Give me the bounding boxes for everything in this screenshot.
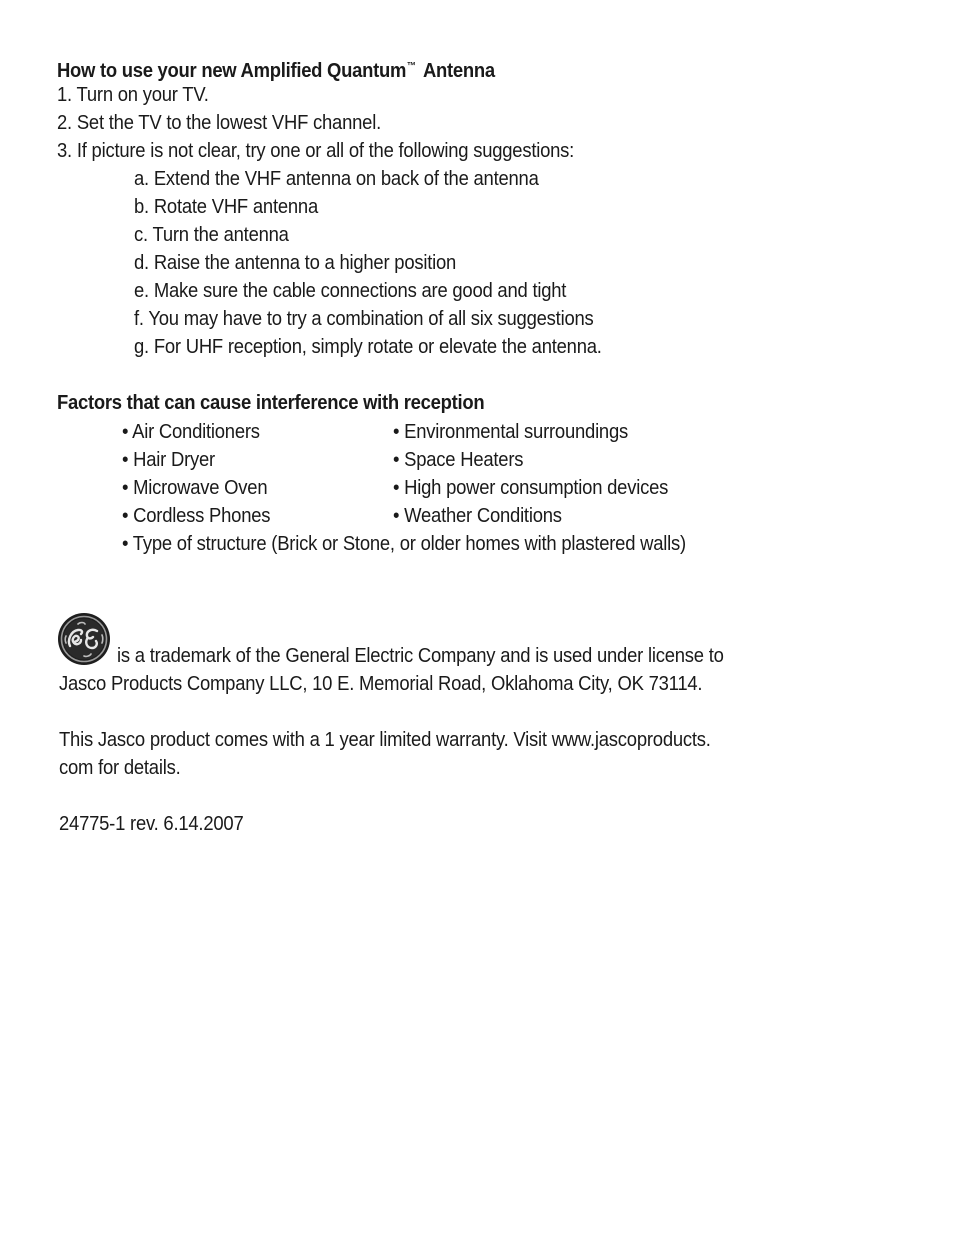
warranty-line-1: This Jasco product comes with a 1 year limited warranty. Visit www.jascoproducts.: [59, 728, 711, 751]
heading-suffix: Antenna: [422, 59, 495, 82]
trademark-symbol: ™: [407, 61, 416, 72]
interference-item-left-1: • Air Conditioners: [122, 420, 260, 443]
interference-item-right-1: • Environmental surroundings: [393, 420, 629, 443]
interference-item-right-2: • Space Heaters: [393, 448, 524, 471]
suggestion-g: g. For UHF reception, simply rotate or elevate the antenna.: [134, 335, 602, 358]
suggestion-f: f. You may have to try a combination of all six suggestions: [134, 307, 594, 330]
interference-item-left-2: • Hair Dryer: [122, 448, 215, 471]
revision-number: 24775-1 rev. 6.14.2007: [59, 812, 244, 835]
trademark-line-2: Jasco Products Company LLC, 10 E. Memorial Road, Oklahoma City, OK 73114.: [59, 672, 703, 695]
interference-item-left-3: • Microwave Oven: [122, 476, 268, 499]
step-2: 2. Set the TV to the lowest VHF channel.: [57, 111, 381, 134]
step-3: 3. If picture is not clear, try one or all of the following suggestions:: [57, 139, 575, 162]
suggestion-b: b. Rotate VHF antenna: [134, 195, 318, 218]
interference-heading: Factors that can cause interference with reception: [57, 391, 485, 414]
interference-item-right-4: • Weather Conditions: [393, 504, 562, 527]
ge-logo-icon: [57, 612, 111, 666]
step-1: 1. Turn on your TV.: [57, 83, 209, 106]
suggestion-e: e. Make sure the cable connections are good and tight: [134, 279, 567, 302]
heading-text: How to use your new Amplified Quantum: [57, 59, 407, 82]
trademark-line-1: is a trademark of the General Electric Company and is used under license to: [117, 644, 724, 667]
interference-item-right-3: • High power consumption devices: [393, 476, 669, 499]
warranty-line-2: com for details.: [59, 756, 181, 779]
suggestion-a: a. Extend the VHF antenna on back of the antenna: [134, 167, 539, 190]
suggestion-d: d. Raise the antenna to a higher position: [134, 251, 457, 274]
interference-item-structure: • Type of structure (Brick or Stone, or older homes with plastered walls): [122, 532, 686, 555]
suggestion-c: c. Turn the antenna: [134, 223, 289, 246]
interference-item-left-4: • Cordless Phones: [122, 504, 271, 527]
